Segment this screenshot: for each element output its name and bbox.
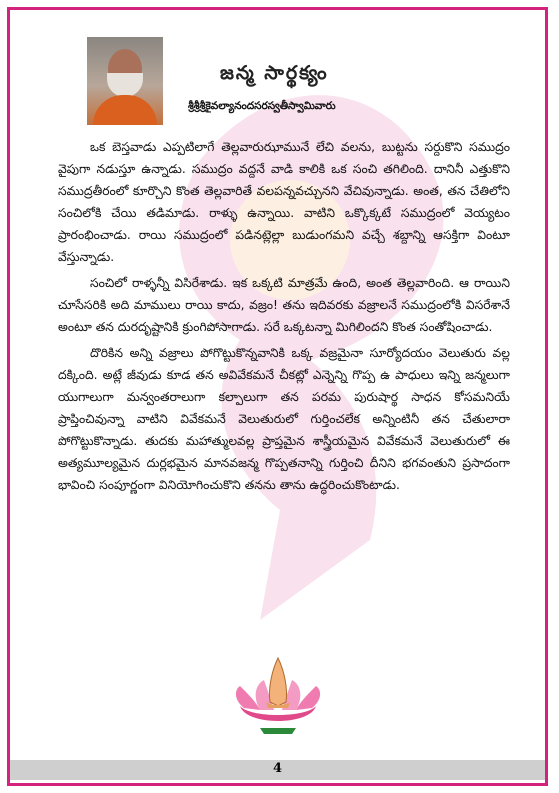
author-photo bbox=[87, 37, 163, 125]
page-title: జన్మ సార్థక్యం bbox=[220, 62, 329, 84]
footer-bar bbox=[10, 760, 545, 780]
author-name: శ్రీశ్రీశ్రీకైవల్యానందసరస్వతీస్వామివారు bbox=[188, 100, 336, 112]
paragraph: దొరికిన అన్ని వజ్రాలు పోగొట్టుకొన్నవానికి ఒక్క వజ్రమైనా సూర్యోదయం వెలుతురు వల్ల దక్కింది. అట్లే జీవుడు కూడ తన అవివేకమనే చీకట్లో ఎన్నెన్ని గొప్ప ఉ పాధులు ఇన్ని జన్మలుగా యుగాలుగా మన్వంతరాలుగా కల్పాలుగా తన పరమ పురుషార్థ సాధన కోసమనియే ప్రాప్తించివున్నా వాటిని వివేకమనే వెలుతురులో గుర్తించలేక అన్నింటినీ తన చేతులారా పోగొట్టుకొన్నాడు. తుదకు మహాత్ములవల్ల ప్రాప్తమైన శాస్త్రీయమైన వివేకమనే వెలుతురులో ఈ అత్యమూల్యమైన దుర్లభమైన మానవజన్మ గొప్పతనాన్ని గుర్తించి దీనిని భగవంతుని ప్రసాదంగా భావించి సంపూర్ణంగా వినియోగించుకొని తనను తాను ఉద్ధరించుకొంటాడు. bbox=[58, 346, 510, 492]
page-number: 4 bbox=[272, 761, 283, 776]
namaste-lotus-icon bbox=[230, 648, 326, 734]
article-body bbox=[58, 136, 510, 500]
paragraph: సంచిలో రాళ్ళన్నీ విసిరేశాడు. ఇక ఒక్కటి మాత్రమే ఉంది, అంత తెల్లవారింది. ఆ రాయిని చూసేసరికి అది మాములు రాయి కాదు, వజ్రం! తను ఇదివరకు వజ్రాలనే సముద్రంలోకి విసరేశానే అంటూ తన దురదృష్టానికి క్రుంగిపోసాగాడు. సరే ఒక్కటన్నా మిగిలిందని కొంత సంతోషించాడు. bbox=[58, 276, 510, 334]
paragraph: ఒక బెస్తవాడు ఎప్పటిలాగే తెల్లవారుఝామునే లేచి వలను, బుట్టను సర్దుకొని సముద్రం వైపుగా నడుస్తూ ఉన్నాడు. సముద్రం వద్దనే వాడి కాలికి ఒక సంచి తగిలింది. దానినీ ఎత్తుకొని సముద్రతీరంలో కూర్చొని కొంత తెల్లవారితే వలపన్నవచ్చునని వేచివున్నాడు. అంత, తన చేతిలోని సంచిలోకి చేయి తడిమాడు. రాళ్ళు ఉన్నాయి. వాటిని ఒక్కొక్కటే సముద్రంలో వెయ్యటం ప్రారంభించాడు. రాయి సముద్రంలో పడినట్లెల్లా బుడుంగమని వచ్చే శబ్దాన్ని ఆసక్తిగా వింటూ వేస్తున్నాడు. bbox=[58, 140, 510, 264]
